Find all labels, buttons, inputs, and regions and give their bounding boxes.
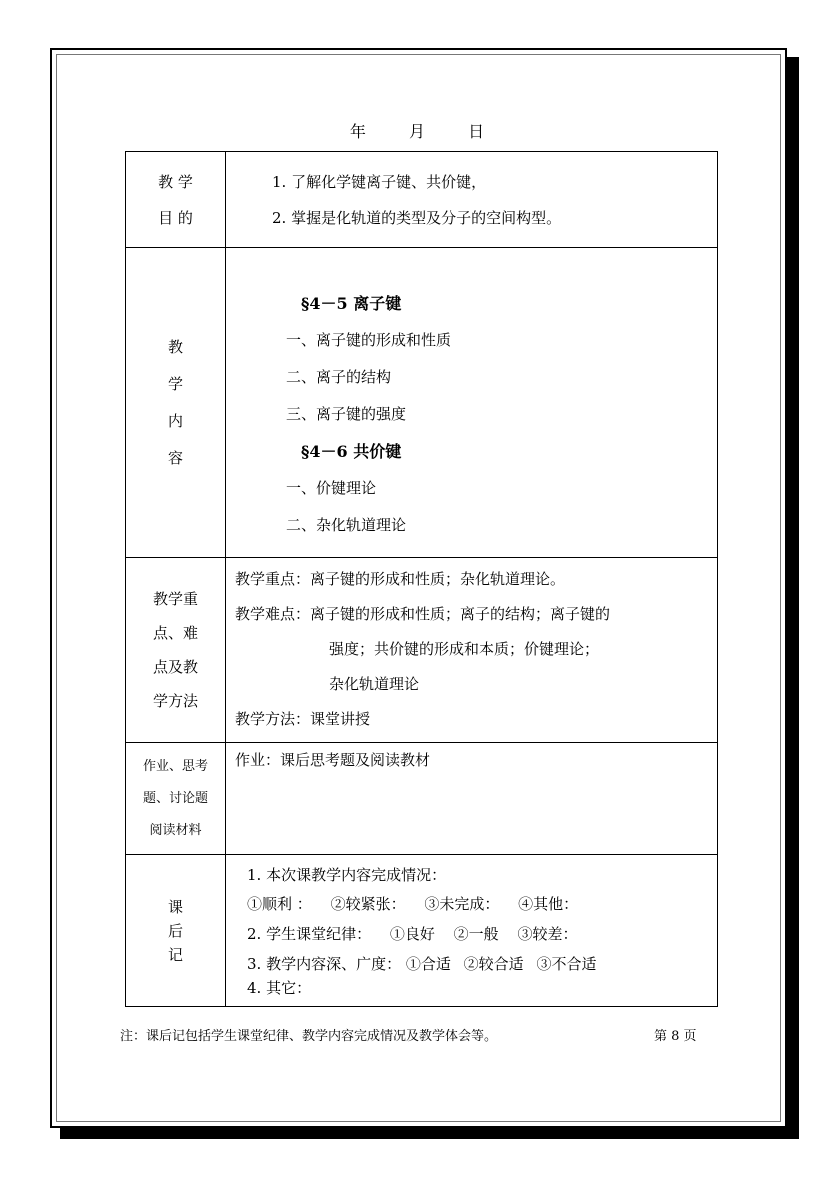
content-body	[226, 248, 718, 558]
label-line: 课	[167, 897, 183, 916]
option: ①合适	[405, 955, 451, 973]
focus-body	[226, 558, 718, 743]
option: ③不合适	[536, 955, 597, 973]
row-objectives	[126, 152, 718, 248]
option: ②一般	[453, 925, 499, 943]
content-item: 二、杂化轨道理论	[286, 516, 407, 534]
section-ionic-bond: §4－5 离子键	[301, 294, 402, 313]
option: ②较合适	[463, 955, 524, 973]
label-line: 目 的	[158, 208, 193, 227]
label-line: 点、难	[152, 624, 198, 642]
afterclass-q2	[247, 919, 717, 949]
homework-text: 作业：课后思考题及阅读教材	[235, 751, 431, 769]
label-line: 学方法	[152, 692, 198, 710]
row-afterclass	[126, 855, 718, 1007]
afterclass-q3	[247, 949, 717, 979]
label-line: 教 学	[158, 172, 193, 191]
difficult-point-cont: 强度；共价键的形成和本质；价键理论；	[329, 640, 600, 658]
difficult-point-cont: 杂化轨道理论	[329, 675, 420, 693]
question-text: 3. 教学内容深、广度：	[247, 955, 402, 973]
afterclass-q1-options	[247, 889, 717, 919]
label-line: 后	[167, 921, 183, 940]
label-content	[126, 248, 226, 558]
lesson-plan-table	[125, 151, 718, 1007]
label-line: 作业、思考	[142, 758, 208, 774]
option: ③未完成：	[424, 895, 500, 913]
content-item: 一、价键理论	[286, 479, 377, 497]
option: ③较差：	[517, 925, 578, 943]
page-number: 第 8 页	[654, 1029, 697, 1044]
label-line: 教学重	[152, 590, 198, 608]
date-year: 年	[349, 122, 367, 141]
homework-body	[226, 743, 718, 855]
label-focus	[126, 558, 226, 743]
row-content	[126, 248, 718, 558]
label-afterclass	[126, 855, 226, 1007]
date-line	[0, 119, 835, 142]
objectives-content	[226, 152, 718, 248]
content-item: 三、离子键的强度	[286, 405, 407, 423]
option: ①顺利 ：	[247, 895, 312, 913]
label-line: 教	[167, 337, 183, 356]
content-item: 二、离子的结构	[286, 368, 392, 386]
label-line: 学	[167, 374, 183, 393]
row-homework	[126, 743, 718, 855]
row-focus	[126, 558, 718, 743]
objective-2: 2. 掌握是化轨道的类型及分子的空间构型。	[272, 208, 562, 227]
label-line: 点及教	[152, 658, 198, 676]
content-item: 一、离子键的形成和性质	[286, 331, 452, 349]
label-line: 容	[167, 448, 183, 467]
afterclass-q1: 1. 本次课教学内容完成情况：	[247, 866, 447, 884]
date-day: 日	[468, 122, 486, 141]
footnote: 注：课后记包括学生课堂纪律、教学内容完成情况及教学体会等。	[120, 1029, 498, 1044]
label-line: 内	[167, 411, 183, 430]
section-covalent-bond: §4－6 共价键	[301, 442, 402, 461]
afterclass-body	[226, 855, 718, 1007]
label-line: 题、讨论题	[142, 790, 208, 806]
label-homework	[126, 743, 226, 855]
question-text: 2. 学生课堂纪律：	[247, 925, 372, 943]
label-objectives	[126, 152, 226, 248]
option: ④其他：	[518, 895, 579, 913]
option: ②较紧张：	[330, 895, 406, 913]
label-line: 记	[167, 945, 183, 964]
key-point: 教学重点：离子键的形成和性质；杂化轨道理论。	[235, 570, 566, 588]
afterclass-q4: 4. 其它：	[247, 979, 312, 997]
date-month: 月	[408, 122, 426, 141]
label-line: 阅读材料	[149, 822, 202, 838]
option: ①良好	[389, 925, 435, 943]
teaching-method: 教学方法：课堂讲授	[235, 710, 371, 728]
objective-1: 1. 了解化学键离子键、共价键，	[272, 172, 487, 191]
difficult-point: 教学难点：离子键的形成和性质；离子的结构；离子键的	[235, 605, 611, 623]
